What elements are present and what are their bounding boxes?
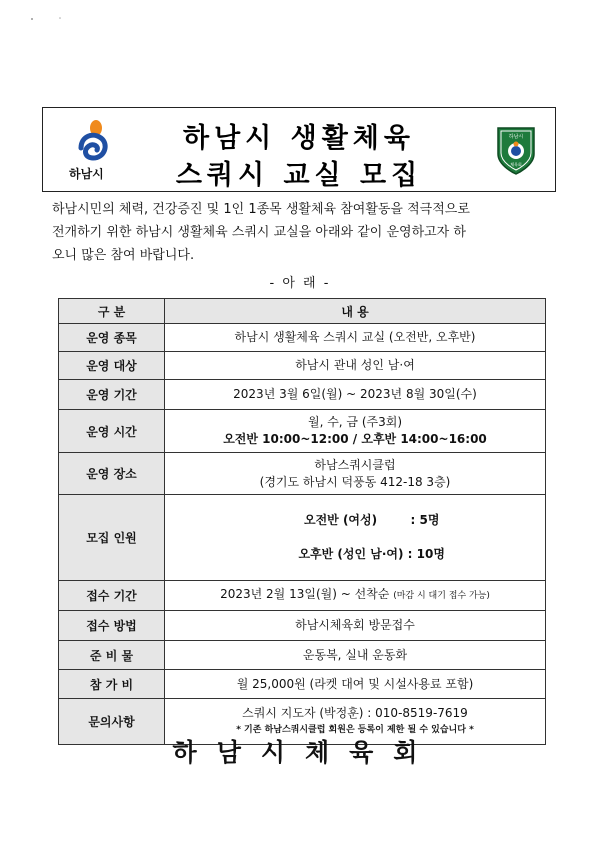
table-row bbox=[59, 352, 546, 380]
emblem-text-top: 하남시 bbox=[508, 134, 524, 140]
info-table bbox=[58, 298, 546, 745]
table-header-row bbox=[59, 299, 546, 324]
table-row bbox=[59, 324, 546, 352]
value-line: 월 25,000원 (라켓 대여 및 시설사용료 포함) bbox=[236, 676, 474, 691]
value-line: 오후반 (성인 남·여) : 10명 bbox=[298, 547, 445, 561]
row-value bbox=[165, 380, 546, 410]
row-label: 접수 방법 bbox=[59, 611, 165, 641]
value-note: * 기존 하남스쿼시클럽 회원은 등록이 제한 될 수 있습니다 * bbox=[236, 724, 474, 735]
value-line: 2023년 2월 13일(월) ~ 선착순 bbox=[220, 587, 390, 601]
row-label: 접수 기간 bbox=[59, 581, 165, 611]
header-value: 내 용 bbox=[165, 299, 546, 324]
value-line: (경기도 하남시 덕풍동 412-18 3층) bbox=[259, 474, 451, 489]
row-value bbox=[165, 495, 546, 581]
header-label: 구 분 bbox=[59, 299, 165, 324]
row-label: 운영 대상 bbox=[59, 352, 165, 380]
intro-paragraph bbox=[52, 198, 558, 267]
row-value bbox=[165, 324, 546, 352]
row-value bbox=[165, 453, 546, 495]
value-line: 월, 수, 금 (주3회) bbox=[307, 415, 403, 429]
row-label: 운영 종목 bbox=[59, 324, 165, 352]
table-row bbox=[59, 581, 546, 611]
emblem-text-bottom: 체육회 bbox=[510, 162, 522, 167]
city-logo-label: 하남시 bbox=[69, 167, 104, 181]
row-label: 준 비 물 bbox=[59, 641, 165, 670]
row-value bbox=[165, 611, 546, 641]
row-label: 문의사항 bbox=[59, 699, 165, 745]
row-label: 참 가 비 bbox=[59, 670, 165, 699]
table-row bbox=[59, 380, 546, 410]
table-row bbox=[59, 641, 546, 670]
row-label: 모집 인원 bbox=[59, 495, 165, 581]
page-title-line2: 스쿼시 교실 모집 bbox=[175, 160, 423, 191]
table-row bbox=[59, 453, 546, 495]
value-line: 2023년 3월 6일(월) ~ 2023년 8월 30일(수) bbox=[233, 387, 477, 401]
value-line: 하남시체육회 방문접수 bbox=[295, 618, 415, 632]
page-title-line1: 하남시 생활체육 bbox=[183, 123, 415, 154]
row-label: 운영 시간 bbox=[59, 410, 165, 453]
value-line: 하남스쿼시클럽 bbox=[314, 457, 396, 472]
value-line: 스쿼시 지도자 (박정훈) : 010-8519-7619 bbox=[242, 705, 468, 720]
value-line: 하남시 생활체육 스쿼시 교실 (오전반, 오후반) bbox=[234, 330, 476, 344]
sports-council-emblem bbox=[495, 124, 537, 176]
intro-line: 오니 많은 참여 바랍니다. bbox=[52, 248, 195, 263]
row-value bbox=[165, 581, 546, 611]
subheading: - 아 래 - bbox=[269, 276, 331, 291]
row-label: 운영 장소 bbox=[59, 453, 165, 495]
intro-line: 하남시민의 체력, 건강증진 및 1인 1종목 생활체육 참여활동을 적극적으로 bbox=[52, 202, 470, 217]
title-box bbox=[42, 107, 556, 192]
value-note: (마감 시 대기 접수 가능) bbox=[393, 591, 490, 601]
table-row bbox=[59, 410, 546, 453]
value-line: 오전반 10:00~12:00 / 오후반 14:00~16:00 bbox=[223, 432, 487, 446]
row-value bbox=[165, 641, 546, 670]
row-value bbox=[165, 352, 546, 380]
scan-specks bbox=[30, 16, 90, 22]
table-row bbox=[59, 611, 546, 641]
value-line: 운동복, 실내 운동화 bbox=[302, 647, 408, 662]
value-line: 하남시 관내 성인 남·여 bbox=[295, 358, 415, 372]
table-row bbox=[59, 495, 546, 581]
intro-line: 전개하기 위한 하남시 생활체육 스쿼시 교실을 아래와 같이 운영하고자 하 bbox=[52, 225, 466, 240]
organization-signature: 하남시체육회 bbox=[172, 738, 438, 767]
row-value bbox=[165, 670, 546, 699]
table-row bbox=[59, 670, 546, 699]
row-value bbox=[165, 410, 546, 453]
row-label: 운영 기간 bbox=[59, 380, 165, 410]
value-line: 오전반 (여성) : 5명 bbox=[303, 513, 440, 527]
